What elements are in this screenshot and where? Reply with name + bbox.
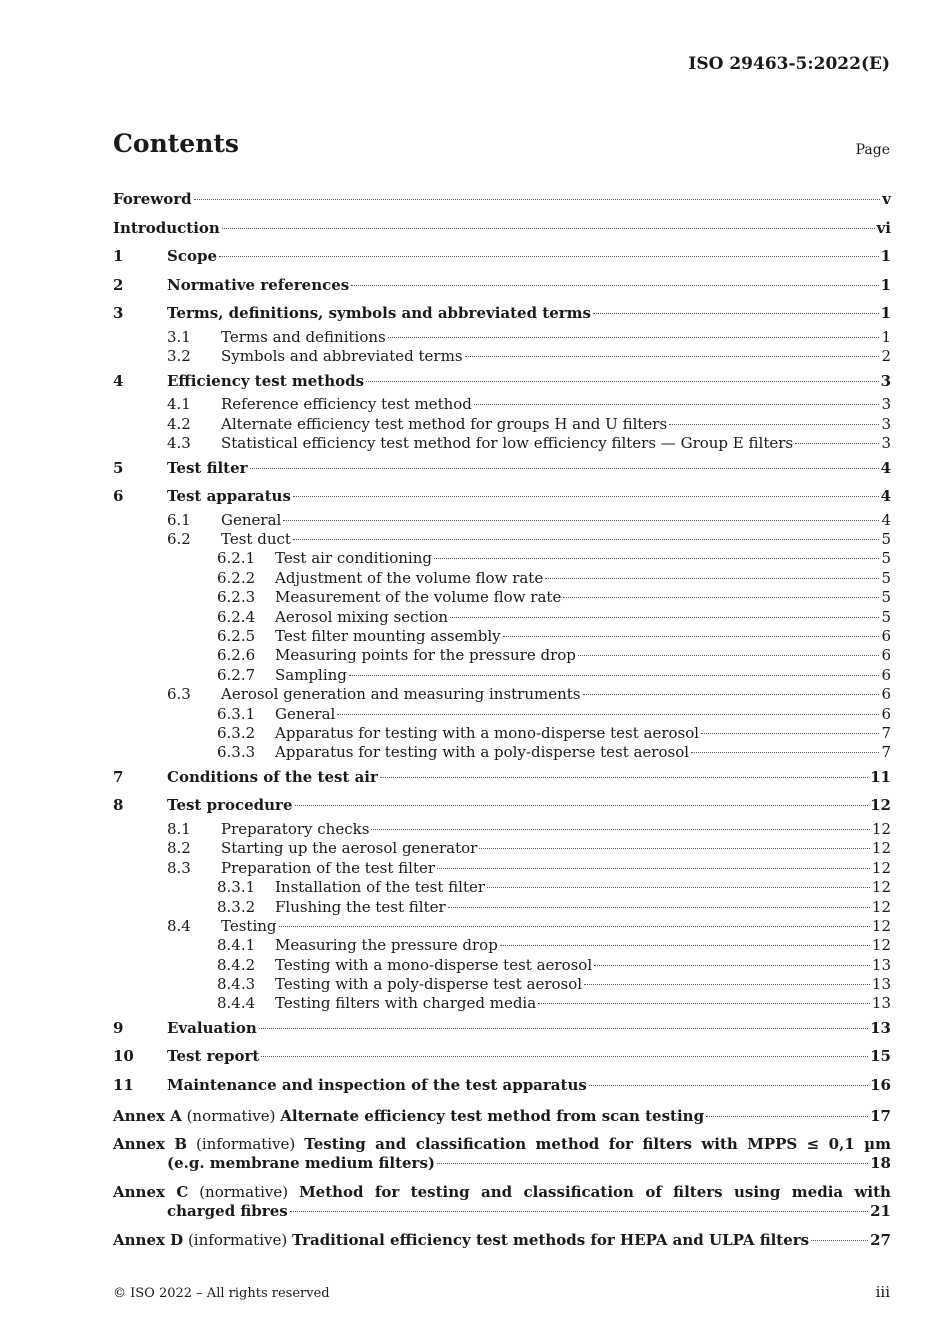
leader-dots (250, 468, 879, 469)
toc-entry-label: Measuring points for the pressure drop (275, 646, 576, 665)
toc-entry-label: Preparation of the test filter (221, 858, 436, 877)
toc-entry[interactable] (113, 347, 891, 366)
toc-entry-page: 6 (881, 665, 891, 684)
toc-entry-page: 6 (881, 704, 891, 723)
toc-entry-page: 13 (871, 994, 891, 1013)
leader-dots (349, 675, 880, 676)
toc-entry-label: Sampling (275, 665, 347, 684)
toc-entry[interactable] (113, 588, 891, 607)
toc-entry-number: 2 (113, 275, 124, 294)
toc-entry-page: vi (876, 218, 891, 237)
leader-dots (380, 777, 868, 778)
toc-entry-number: 6.2.2 (217, 568, 256, 587)
toc-entry-number: 4.1 (167, 395, 191, 414)
leader-dots (293, 496, 879, 497)
toc-entry-page: 1 (880, 304, 891, 323)
toc-entry-label: Testing with a mono-disperse test aerosol (275, 955, 593, 974)
leader-dots (366, 381, 879, 382)
toc-entry-page: 7 (881, 743, 891, 762)
toc-entry-page: 12 (871, 878, 891, 897)
leader-dots (594, 965, 870, 966)
leader-dots (465, 356, 880, 357)
leader-dots (388, 337, 880, 338)
annex-kind: (normative) (199, 1182, 289, 1201)
leader-dots (669, 424, 879, 425)
toc-entry-number: 6.3 (167, 685, 191, 704)
toc-entry-page: 5 (881, 549, 891, 568)
toc-entry-page: 11 (870, 767, 891, 786)
leader-dots (259, 1028, 868, 1029)
toc-entry-number: 1 (113, 247, 124, 266)
leader-dots (295, 805, 869, 806)
toc-entry-label: Flushing the test filter (275, 897, 446, 916)
toc-entry-number: 8.4.2 (217, 955, 256, 974)
toc-entry-label: Aerosol generation and measuring instruments (221, 685, 581, 704)
annex-title: Traditional efficiency test methods for HEPA and ULPA filters (292, 1230, 810, 1249)
annex-title: Method for testing and classification of filters using media with (299, 1182, 891, 1201)
leader-dots (578, 655, 880, 656)
toc-entry-label: Evaluation (167, 1018, 257, 1037)
toc-entry-label: Test report (167, 1047, 260, 1066)
leader-dots (222, 228, 875, 229)
toc-entry-number: 3.1 (167, 327, 191, 346)
toc-entry-label: Test filter mounting assembly (275, 627, 501, 646)
annex-kind: (normative) (186, 1106, 276, 1125)
toc-entry-number: 6 (113, 487, 124, 506)
toc-entry-number: 6.2.4 (217, 607, 256, 626)
toc-entry-number: 6.2.1 (217, 549, 256, 568)
leader-dots (261, 1056, 868, 1057)
leader-dots (701, 733, 879, 734)
toc-entry-number: 3.2 (167, 347, 191, 366)
toc-entry-label: Test air conditioning (275, 549, 432, 568)
annex-kind: (informative) (196, 1135, 296, 1154)
toc-entry-label: Efficiency test methods (167, 371, 365, 390)
toc-entry[interactable] (113, 936, 891, 955)
leader-dots (450, 617, 879, 618)
toc-entry-page: 4 (880, 458, 891, 477)
toc-entry[interactable] (113, 608, 891, 627)
toc-entry-number: 6.2.7 (217, 665, 256, 684)
toc-entry-label: Symbols and abbreviated terms (221, 347, 463, 366)
toc-entry[interactable] (113, 415, 891, 434)
toc-entry[interactable] (113, 859, 891, 878)
toc-entry-number: 3 (113, 304, 124, 323)
toc-entry-label: Testing filters with charged media (275, 994, 537, 1013)
toc-entry-number: 5 (113, 458, 124, 477)
toc-entry-label: Maintenance and inspection of the test apparatus (167, 1076, 587, 1095)
toc-entry-number: 10 (113, 1047, 134, 1066)
toc-entry-number: 4 (113, 371, 124, 390)
leader-dots (583, 694, 880, 695)
toc-entry-page: 15 (870, 1047, 891, 1066)
toc-entry-page: 3 (881, 434, 891, 453)
annex-id: Annex A (113, 1106, 182, 1125)
toc-entry-page: 6 (881, 685, 891, 704)
leader-dots (371, 829, 870, 830)
leader-dots (487, 887, 870, 888)
toc-entry[interactable] (113, 627, 891, 646)
toc-annex-d[interactable] (113, 1224, 891, 1252)
toc-entry[interactable] (113, 763, 891, 792)
toc-entry[interactable] (113, 299, 891, 328)
toc-entry-label: Scope (167, 247, 218, 266)
leader-dots (437, 868, 870, 869)
leader-dots (545, 578, 879, 579)
toc-entry[interactable] (113, 878, 891, 897)
leader-dots (706, 1116, 868, 1117)
toc-entry[interactable] (113, 685, 891, 704)
leader-dots (589, 1085, 868, 1086)
annex-id: Annex D (113, 1230, 184, 1249)
toc-entry[interactable] (113, 434, 891, 453)
toc-entry-number: 8.4.3 (217, 975, 256, 994)
toc-entry-number: 6.1 (167, 510, 191, 529)
toc-entry-label: Apparatus for testing with a mono-disperse test aerosol (275, 724, 700, 742)
toc-entry-page: 12 (871, 936, 891, 955)
toc-entry-label: Terms and definitions (221, 327, 386, 346)
toc-entry[interactable] (113, 530, 891, 549)
toc-entry-label: Aerosol mixing section (275, 607, 449, 626)
toc-entry-number: 6.3.2 (217, 724, 256, 742)
toc-annex-b[interactable] (113, 1128, 891, 1176)
leader-dots (283, 520, 879, 521)
toc-entry-page: 12 (871, 839, 891, 858)
toc-entry[interactable] (113, 839, 891, 858)
toc-entry-number: 8.4.4 (217, 994, 256, 1013)
annex-id: Annex B (113, 1135, 188, 1154)
toc-annex-c[interactable] (113, 1176, 891, 1224)
leader-dots (795, 443, 879, 444)
toc-entry-page: 5 (881, 588, 891, 607)
toc-entry-page: 12 (871, 819, 891, 838)
leader-dots (474, 404, 880, 405)
toc-entry-page: 3 (880, 371, 891, 390)
toc-entry[interactable] (113, 1042, 891, 1071)
toc-entry[interactable] (113, 646, 891, 665)
leader-dots (691, 752, 879, 753)
toc-entry-label: Measurement of the volume flow rate (275, 588, 562, 607)
toc-entry-label: Test duct (221, 530, 291, 549)
toc-entry-label: Starting up the aerosol generator (221, 839, 478, 858)
toc-entry-number: 7 (113, 767, 124, 786)
leader-dots (437, 1163, 868, 1164)
toc-entry-label: Reference efficiency test method (221, 395, 472, 414)
leader-dots (448, 907, 870, 908)
toc-entry-label: Normative references (167, 275, 350, 294)
leader-dots (434, 558, 879, 559)
toc-entry[interactable] (113, 820, 891, 839)
leader-dots (351, 285, 878, 286)
toc-entry-page: 5 (881, 568, 891, 587)
document-id: ISO 29463-5:2022(E) (688, 54, 890, 74)
toc-entry-label: Test filter (167, 458, 248, 477)
annex-title: Testing and classification method for filters with MPPS ≤ 0,1 µm (304, 1135, 892, 1154)
page-title: Contents (113, 129, 240, 158)
toc-entry-page: 12 (870, 796, 891, 815)
toc-entry-label: Foreword (113, 190, 192, 208)
leader-dots (337, 714, 879, 715)
toc-entry-number: 8.4.1 (217, 936, 256, 955)
annex-page: 18 (870, 1154, 891, 1173)
leader-dots (538, 1003, 870, 1004)
toc-entry-page: 12 (871, 858, 891, 877)
toc-entry[interactable] (113, 791, 891, 820)
toc-entry-page: 5 (881, 530, 891, 549)
toc-entry[interactable] (113, 705, 891, 724)
toc-entry-number: 8.1 (167, 819, 191, 838)
toc-entry-label: Conditions of the test air (167, 767, 378, 786)
toc-entry-label: Test apparatus (167, 487, 291, 506)
toc-entry-page: 3 (881, 414, 891, 433)
page-number: iii (875, 1283, 890, 1301)
leader-dots (479, 848, 870, 849)
toc-entry[interactable] (113, 994, 891, 1013)
toc-entry-number: 4.3 (167, 434, 191, 453)
leader-dots (290, 1211, 868, 1212)
annex-title: Alternate efficiency test method from scan testing (280, 1106, 705, 1125)
toc-entry-number: 8 (113, 796, 124, 815)
toc-entry[interactable] (113, 917, 891, 936)
toc-entry-number: 8.3.2 (217, 897, 256, 916)
toc-entry-label: Statistical efficiency test method for low efficiency filters — Group E filters (221, 434, 794, 453)
toc-entry-page: 13 (871, 955, 891, 974)
toc-entry-page: 1 (880, 247, 891, 266)
annex-page: 21 (870, 1202, 891, 1221)
toc-entry-page: 6 (881, 627, 891, 646)
leader-dots (194, 199, 881, 200)
toc-entry-label: Introduction (113, 218, 220, 237)
leader-dots (293, 539, 880, 540)
toc-entries (113, 185, 891, 1100)
toc-entry[interactable] (113, 454, 891, 483)
toc-entry-label: Alternate efficiency test method for groups H and U filters (221, 414, 668, 433)
toc-entry[interactable] (113, 242, 891, 271)
leader-dots (503, 636, 880, 637)
toc-entry[interactable] (113, 666, 891, 685)
leader-dots (219, 256, 879, 257)
toc-entry-page: 2 (881, 347, 891, 366)
annex-title-continued: (e.g. membrane medium filters) (167, 1154, 435, 1173)
toc-entry-label: General (221, 510, 282, 529)
toc-entry-number: 6.3.3 (217, 743, 256, 762)
toc-entry-label: Test procedure (167, 796, 293, 815)
table-of-contents (113, 185, 891, 1252)
toc-entry[interactable] (113, 214, 891, 243)
annex-page: 17 (870, 1106, 891, 1125)
toc-entry-number: 6.2.5 (217, 627, 256, 646)
toc-entry-number: 9 (113, 1018, 124, 1037)
toc-entry[interactable] (113, 975, 891, 994)
copyright-notice: © ISO 2022 – All rights reserved (113, 1286, 330, 1301)
toc-entry-number: 8.3 (167, 858, 191, 877)
annex-kind: (informative) (187, 1230, 288, 1249)
toc-entry-page: 12 (871, 897, 891, 916)
toc-entry-label: Testing (221, 916, 277, 935)
toc-entry-label: General (275, 704, 336, 723)
toc-entry[interactable] (113, 1071, 891, 1100)
toc-entry-page: 13 (871, 975, 891, 994)
toc-entry-label: Preparatory checks (221, 819, 370, 838)
toc-entry-page: 6 (881, 646, 891, 665)
toc-entry-label: Measuring the pressure drop (275, 936, 498, 955)
leader-dots (279, 926, 870, 927)
toc-entry-number: 6.3.1 (217, 704, 256, 723)
annex-id: Annex C (113, 1182, 189, 1201)
toc-entry-page: 5 (881, 607, 891, 626)
annex-title-continued: charged fibres (167, 1202, 288, 1221)
toc-entry-page: 12 (871, 916, 891, 935)
toc-entry[interactable] (113, 328, 891, 347)
leader-dots (500, 945, 870, 946)
toc-entry[interactable] (113, 743, 891, 762)
toc-entry-label: Testing with a poly-disperse test aerosol (275, 975, 583, 994)
toc-entry-number: 8.2 (167, 839, 191, 858)
toc-entry-number: 8.4 (167, 916, 191, 935)
toc-entry-number: 6.2 (167, 530, 191, 549)
toc-entry[interactable] (113, 511, 891, 530)
toc-entry-number: 8.3.1 (217, 878, 256, 897)
toc-entry[interactable] (113, 549, 891, 568)
toc-entry-label: Adjustment of the volume flow rate (275, 568, 544, 587)
toc-entry-number: 6.2.3 (217, 588, 256, 607)
leader-dots (563, 597, 879, 598)
page-column-label: Page (855, 142, 890, 158)
toc-entry-label: Terms, definitions, symbols and abbreviated terms (167, 304, 591, 323)
toc-entry-page: v (882, 190, 891, 208)
toc-entry-number: 4.2 (167, 414, 191, 433)
toc-entry[interactable] (113, 482, 891, 511)
leader-dots (593, 313, 879, 314)
toc-entry[interactable] (113, 724, 891, 743)
toc-annex-a[interactable] (113, 1100, 891, 1128)
toc-entry-page: 7 (881, 724, 891, 742)
toc-entry-number: 11 (113, 1076, 134, 1095)
toc-entry-label: Installation of the test filter (275, 878, 486, 897)
toc-entry[interactable] (113, 569, 891, 588)
toc-entry-number: 6.2.6 (217, 646, 256, 665)
toc-entry[interactable] (113, 898, 891, 917)
toc-entry-page: 4 (880, 487, 891, 506)
leader-dots (811, 1240, 868, 1241)
toc-entry[interactable] (113, 1014, 891, 1043)
annex-page: 27 (870, 1230, 891, 1249)
toc-entry[interactable] (113, 271, 891, 300)
toc-entry[interactable] (113, 367, 891, 396)
toc-entry[interactable] (113, 395, 891, 414)
toc-entry[interactable] (113, 185, 891, 214)
toc-entry[interactable] (113, 956, 891, 975)
toc-entry-page: 13 (870, 1018, 891, 1037)
toc-entry-label: Apparatus for testing with a poly-disperse test aerosol (275, 743, 690, 762)
toc-entry-page: 1 (880, 275, 891, 294)
toc-entry-page: 16 (870, 1076, 891, 1095)
leader-dots (584, 984, 870, 985)
toc-entry-page: 4 (881, 510, 891, 529)
toc-entry-page: 1 (881, 327, 891, 346)
toc-entry-page: 3 (881, 395, 891, 414)
